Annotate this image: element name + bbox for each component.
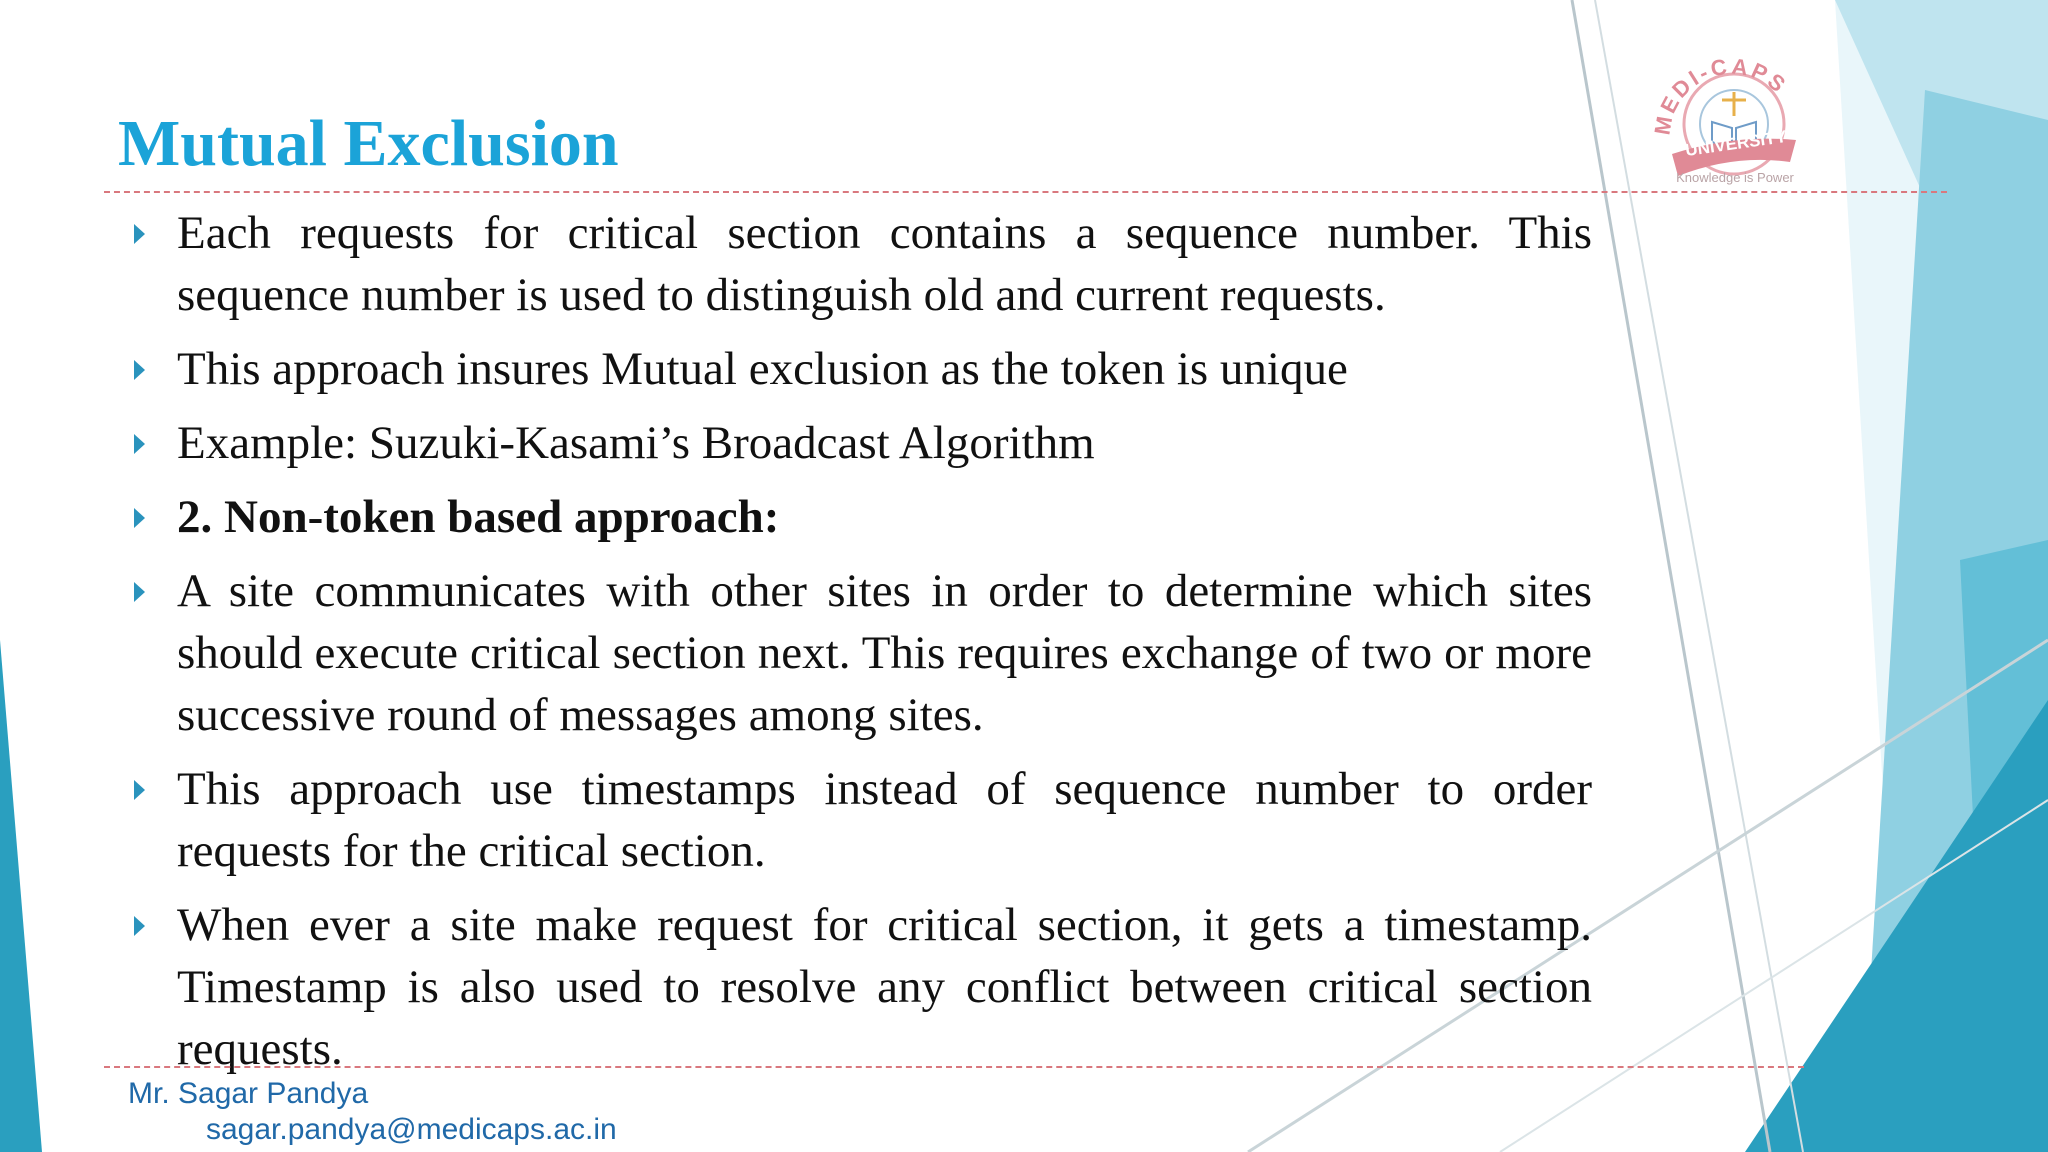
left-panel-dark bbox=[0, 640, 42, 1152]
bullet-text: A site communicates with other sites in order to determine which sites should execute critical section next. This requires exchange of two or more successive round of messages among sites. bbox=[177, 565, 1592, 741]
triangle-bullet-icon bbox=[134, 916, 145, 936]
triangle-bullet-icon bbox=[134, 434, 145, 454]
bullet-text: Each requests for critical section contains a sequence number. This sequence number is used to distinguish old and current requests. bbox=[177, 207, 1592, 321]
triangle-bullet-icon bbox=[134, 360, 145, 380]
footer-email: sagar.pandya@medicaps.ac.in bbox=[206, 1113, 617, 1146]
bullet-item bbox=[130, 894, 1592, 1080]
triangle-bullet-icon bbox=[134, 224, 145, 244]
logo-banner-text: UNIVERSITY bbox=[1684, 126, 1788, 161]
triangle-bullet-icon bbox=[134, 508, 145, 528]
bullet-item bbox=[130, 486, 1592, 548]
triangle-bullet-icon bbox=[134, 780, 145, 800]
slide-title: Mutual Exclusion bbox=[118, 107, 619, 180]
footer-author: Mr. Sagar Pandya bbox=[128, 1077, 369, 1110]
bullet-text: When ever a site make request for critical section, it gets a timestamp. Timestamp is also used to resolve any conflict between critical section requests. bbox=[177, 899, 1592, 1075]
bullet-text: Example: Suzuki-Kasami’s Broadcast Algorithm bbox=[177, 417, 1095, 469]
bullet-text: This approach use timestamps instead of sequence number to order requests for the critical section. bbox=[177, 763, 1592, 877]
university-logo bbox=[1620, 36, 1846, 198]
bullet-item bbox=[130, 202, 1592, 326]
triangle-bullet-icon bbox=[134, 582, 145, 602]
bullet-item bbox=[130, 758, 1592, 882]
bullet-item bbox=[130, 412, 1592, 474]
bullet-list bbox=[130, 202, 1592, 1092]
logo-arc-text: MEDI-CAPS bbox=[1649, 53, 1793, 137]
bullet-item bbox=[130, 338, 1592, 400]
bullet-item bbox=[130, 560, 1592, 746]
bullet-text: 2. Non-token based approach: bbox=[177, 491, 780, 543]
logo-tagline: Knowledge is Power bbox=[1676, 170, 1794, 185]
bullet-text: This approach insures Mutual exclusion as the token is unique bbox=[177, 343, 1348, 395]
bottom-dashed-rule bbox=[104, 1066, 1804, 1068]
